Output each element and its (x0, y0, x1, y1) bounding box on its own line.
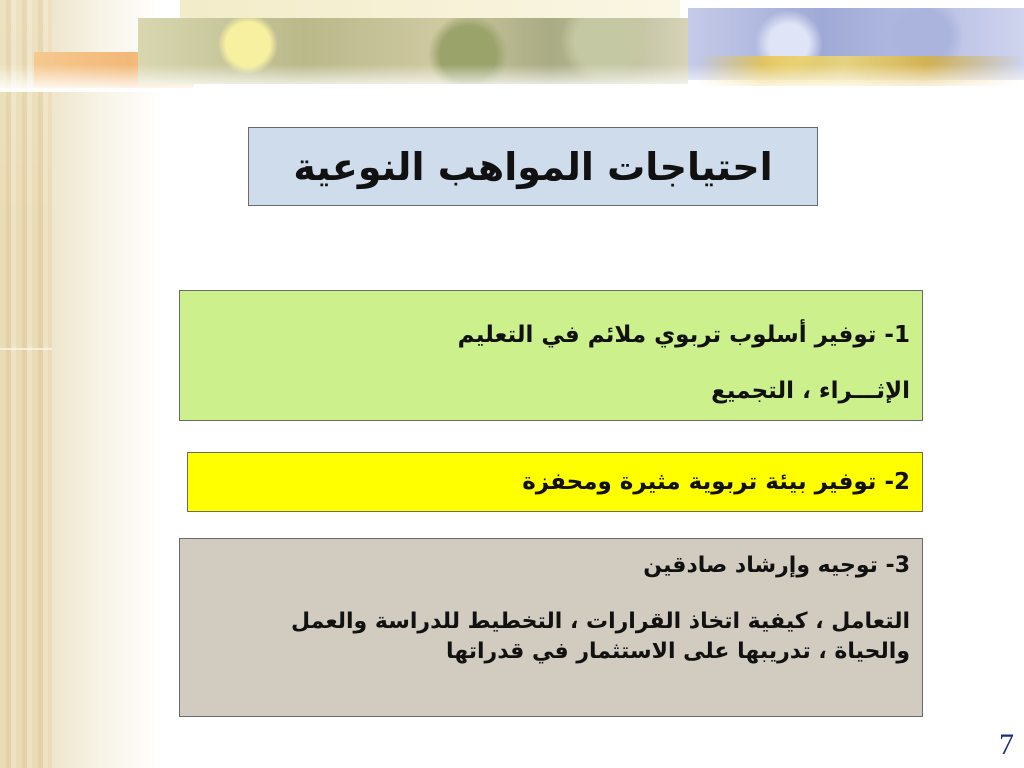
section-2-box (187, 452, 923, 512)
section-1-detail: الإثـــراء ، التجميع (711, 378, 910, 404)
page-number: 7 (999, 728, 1014, 761)
section-3-detail-line-2: والحياة ، تدريبها على الاستثمار في قدراتها (445, 639, 910, 664)
slide-title: احتياجات المواهب النوعية (293, 144, 773, 189)
section-3-heading: 3- توجيه وإرشاد صادقين (643, 553, 910, 578)
section-3-detail-line-1: التعامل ، كيفية اتخاذ القرارات ، التخطيط للدراسة والعمل (290, 609, 910, 634)
left-gradient-fade (52, 0, 162, 768)
section-3-box (179, 538, 923, 717)
header-fade (0, 0, 1024, 92)
section-1-box (179, 290, 923, 421)
slide-title-box (248, 127, 818, 206)
left-decorative-strip (0, 0, 52, 768)
section-2-heading: 2- توفير بيئة تربوية مثيرة ومحفزة (522, 469, 910, 495)
section-1-heading: 1- توفير أسلوب تربوي ملائم في التعليم (457, 322, 910, 348)
